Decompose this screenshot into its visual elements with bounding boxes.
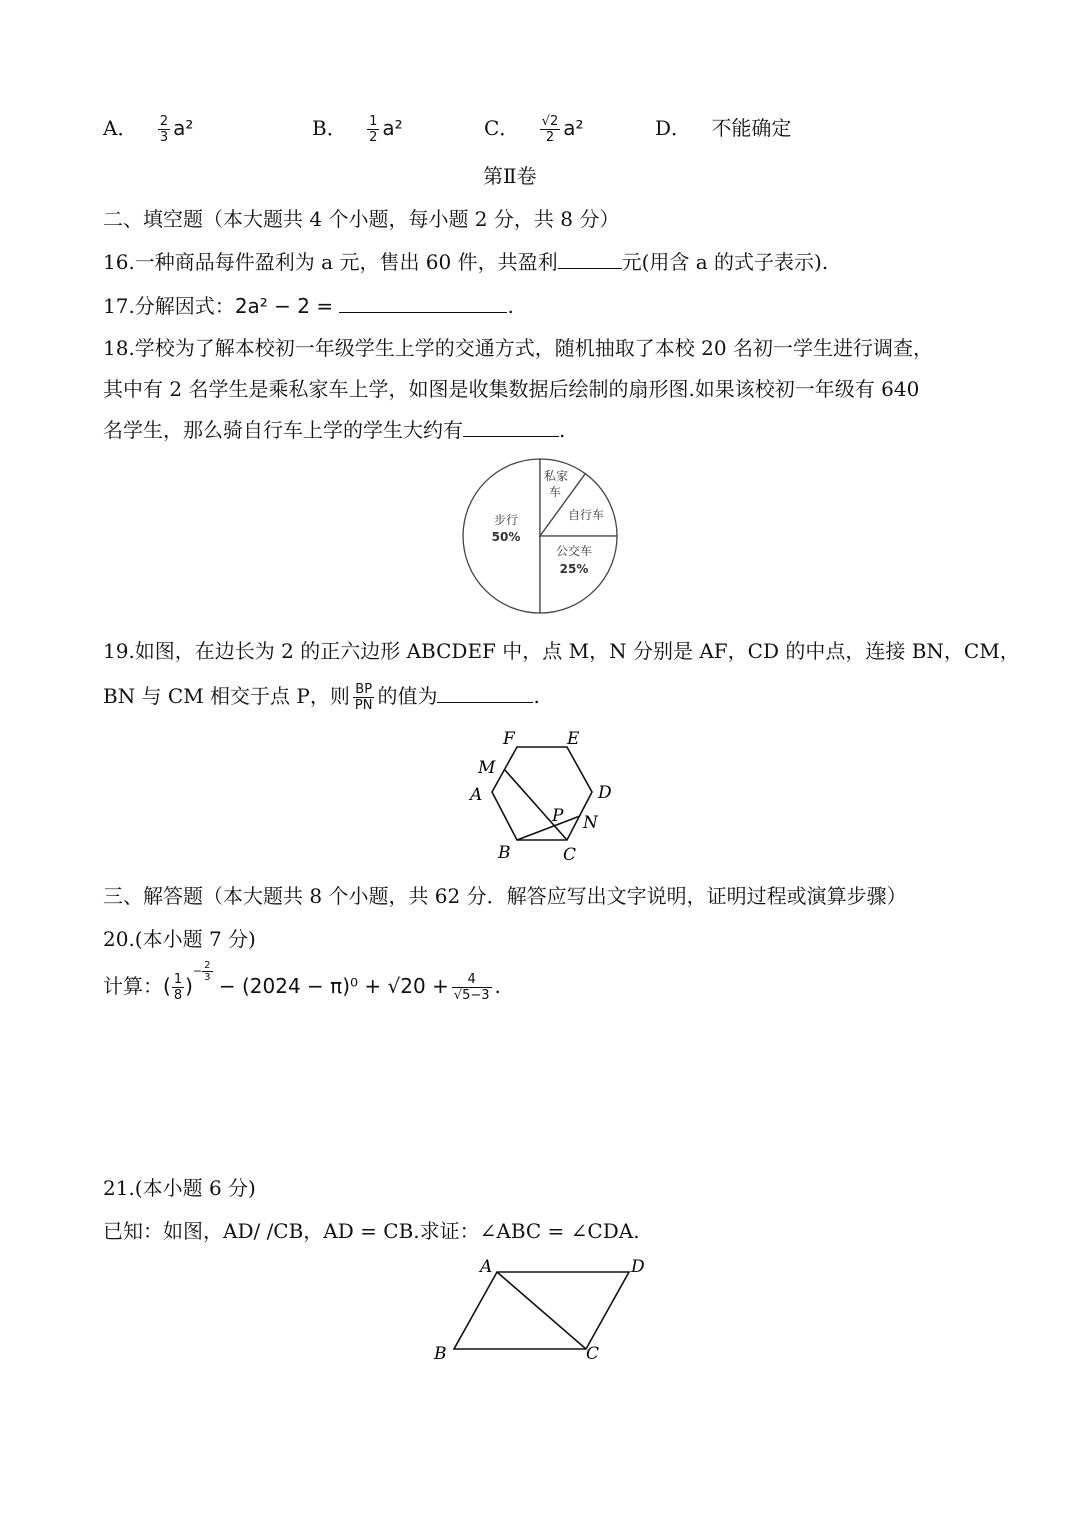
answer-blank-18[interactable] (463, 418, 559, 437)
pie-label-car-line-2: 车 (548, 485, 562, 499)
label-c: C (563, 845, 577, 865)
hexagon-figure (465, 725, 625, 865)
pie-chart (455, 452, 625, 618)
pie-value-walk: 50% (491, 530, 521, 544)
label-n: N (583, 813, 598, 833)
label-d: D (598, 783, 612, 803)
option-d: D． 不能确定 (655, 116, 792, 140)
option-b: B． $\frac{1}{2}$ a² (312, 114, 403, 145)
answer-blank-17[interactable] (339, 294, 507, 313)
section-title: 第Ⅱ卷 (483, 164, 537, 188)
pie-label-bus: 公交车 (555, 544, 593, 558)
label-m: M (478, 758, 496, 778)
question-21-title: 21.(本小题 6 分) (103, 1176, 256, 1200)
section3-heading: 三、解答题（本大题共 8 个小题，共 62 分．解答应写出文字说明，证明过程或演算步骤） (103, 884, 907, 908)
question-19-line-1: 19.如图，在边长为 2 的正六边形 ABCDEF 中，点 M，N 分别是 AF，CD 的中点，连接 BN，CM， (103, 639, 1020, 663)
pie-label-walk: 步行 (493, 513, 519, 527)
pie-label-car-line-1: 私家 (543, 469, 569, 483)
question-18-line-2: 其中有 2 名学生是乘私家车上学，如图是收集数据后绘制的扇形图.如果该校初一年级有 640 (103, 377, 920, 401)
section2-heading: 二、填空题（本大题共 4 个小题，每小题 2 分，共 8 分） (103, 207, 620, 231)
label-a: A (480, 1257, 493, 1277)
answer-blank-16[interactable] (558, 250, 622, 269)
answer-blank-19[interactable] (437, 684, 533, 703)
label-f: F (503, 729, 515, 749)
label-b: B (498, 843, 511, 863)
question-20-expression: 计算：( $\frac{1}{8}$ )− $\frac{2}{3}$ − (2024 − π)⁰ + √20 + $\frac{4}{√5-3}$ . (103, 960, 501, 1003)
question-18-line-1: 18.学校为了解本校初一年级学生上学的交通方式，随机抽取了本校 20 名初一学生进行调查， (103, 336, 933, 360)
pie-label-bicycle: 自行车 (567, 508, 605, 522)
label-b: B (434, 1344, 447, 1364)
question-21-statement: 已知：如图，AD/ /CB，AD = CB.求证：∠ABC = ∠CDA. (103, 1219, 640, 1243)
hexagon-abcdef (492, 747, 592, 840)
label-a: A (470, 785, 483, 805)
question-20-title: 20.(本小题 7 分) (103, 927, 256, 951)
label-c: C (586, 1344, 600, 1364)
pie-value-bus: 25% (559, 562, 589, 576)
segment-cm (504, 769, 567, 840)
diagonal-ac (497, 1272, 586, 1349)
option-a: A． $\frac{2}{3}$ a² (103, 114, 194, 145)
label-d: D (631, 1257, 645, 1277)
question-17: 17.分解因式：2a² − 2 = . (103, 294, 514, 318)
question-18-line-3: 名学生，那么骑自行车上学的学生大约有 . (103, 418, 566, 442)
parallelogram-figure (425, 1252, 655, 1372)
option-c: C． $\frac{√2}{2}$ a² (484, 114, 584, 145)
question-16: 16.一种商品每件盈利为 a 元，售出 60 件，共盈利 元(用含 a 的式子表示). (103, 250, 829, 274)
question-19-line-2: BN 与 CM 相交于点 P，则 $\frac{BP}{PN}$ 的值为 . (103, 682, 540, 713)
label-e: E (567, 729, 580, 749)
label-p: P (552, 806, 564, 826)
